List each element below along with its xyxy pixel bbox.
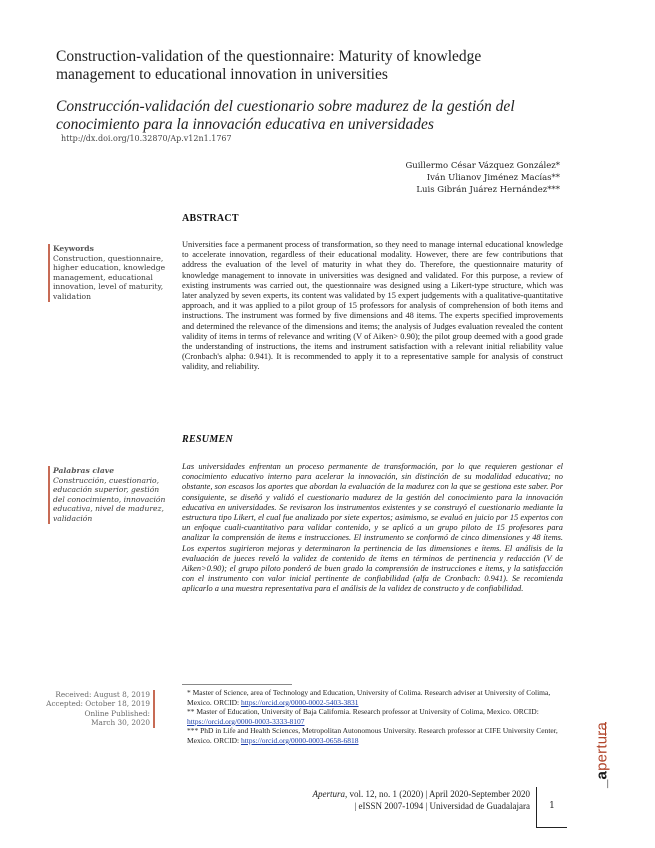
resumen-heading: RESUMEN (182, 434, 234, 445)
title-spanish: Construcción-validación del cuestionario sobre madurez de la gestión del conocimiento para la innovación educativa en universidades (56, 98, 515, 133)
accepted-date: Accepted: October 18, 2019 (46, 699, 150, 709)
keywords-text: Construction, questionnaire, higher education, knowledge management, educational innovation, level of maturity, validation (53, 253, 166, 301)
title-english: Construction-validation of the questionnaire: Maturity of knowledge management to educational innovation in universities (56, 48, 482, 83)
journal-issn: | eISSN 2007-1094 | Universidad de Guadalajara (354, 801, 530, 811)
journal-name: Apertura (312, 789, 345, 799)
footnote-item: *** PhD in Life and Health Sciences, Metropolitan Autonomous University. Research professor at CIFE University Center, Mexico. ORCID: https://orcid.org/0000-0003-0658-6818 (187, 726, 558, 745)
logo-wordmark: _apertura (593, 721, 611, 789)
author-name: Iván Ulianov Jiménez Macías** (426, 173, 560, 183)
abstract-text: Universities face a permanent process of transformation, so they need to manage internal educational knowledge to accelerate innovation, regardless of their educational modality. However, there are few contributions that address the evaluation of the level of maturity in what they do. Therefore, the questionnaire maturity of knowledge management to innovate in universities was designed and validated. For this purpose, a review of existing instruments was carried out, the questionnaire was designed using a Likert-type structure, which was later analyzed by seven experts, its content was validated by 15 expert judgements with a qualitative-quantitative approach, and it was applied to a pilot group of 15 professors for analysis of comprehension of both items and instructions. The instrument was formed by five dimensions and 48 items. The experts specified improvements and determined the relevance of the dimensions and items; the analysis of Judges evaluation revealed the content validity of items in terms of relevance and writing (V of Aiken> 0.90); the pilot group deemed with a good grade the understanding of instructions, the items and instrument satisfaction with a relevant initial reliability value (Cronbach's alpha: 0.941). It is recommended to apply it to a representative sample for analysis of construct validity, and reliability. (182, 240, 563, 372)
footnote-item: ** Master of Education, University of Baja California. Research professor at University of Colima, Mexico. ORCID: https://orcid.org/0000-0003-3333-8107 (187, 707, 539, 726)
footnote-item: * Master of Science, area of Technology and Education, University of Colima. Research adviser at University of Colima, Mexico. ORCID: https://orcid.org/0000-0002-5403-3831 (187, 688, 551, 707)
page-number: 1 (549, 801, 555, 811)
footnotes (187, 688, 573, 746)
footnote-divider (182, 684, 292, 685)
apertura-logo (588, 720, 616, 790)
published-label: Online Published: (84, 708, 150, 718)
journal-citation (240, 788, 530, 812)
received-date: Received: August 8, 2019 (55, 690, 150, 699)
palabras-clave-label: Palabras clave (53, 466, 115, 475)
abstract-heading: ABSTRACT (182, 213, 239, 224)
resumen-text: Las universidades enfrentan un proceso permanente de transformación, por lo que requieren gestionar el conocimiento educativo interno para acelerar la innovación, sin distinción de su modalidad educativa; no obstante, son escasos los aportes que abordan la evaluación de la madurez con la que se gestiona este saber. Por consiguiente, se diseñó y validó el cuestionario madurez de la gestión del conocimiento para la innovación educativa en universidades. Se revisaron los instrumentos existentes y se construyó el cuestionario mediante la estructura tipo Likert, el cual fue analizado por siete expertos; asimismo, se evaluó en juicio por 15 expertos con un enfoque cuali-cuantitativo para validar contenido, y se aplicó a un grupo piloto de 15 profesores para analizar la comprensión de ítems e instrucciones. El instrumento se conformó de cinco dimensiones y 48 ítems. Los expertos sugirieron mejoras y determinaron la pertinencia de las dimensiones e ítems. El análisis de la evaluación de jueces reveló la validez de contenido de ítems en términos de pertinencia y redacción (V de Aiken>0.90); el grupo piloto ponderó de buen grado la comprensión de instrucciones e ítems, y la satisfacción con el instrumento con valor inicial pertinente de confiabilidad (alfa de Cronbach: 0.941). Se recomienda aplicarlo a una muestra representativa para el análisis de la validez de constructo y de confiabilidad. (182, 462, 563, 594)
author-name: Guillermo César Vázquez González* (405, 161, 560, 171)
keywords-label: Keywords (53, 244, 94, 253)
orcid-link[interactable]: https://orcid.org/0000-0003-3333-8107 (187, 716, 305, 726)
publication-dates (40, 690, 155, 728)
published-date: March 30, 2020 (91, 718, 150, 728)
orcid-link[interactable]: https://orcid.org/0000-0003-0658-6818 (240, 735, 359, 745)
palabras-clave-block (48, 466, 173, 524)
page-number-box (536, 787, 567, 828)
orcid-link[interactable]: https://orcid.org/0000-0002-5403-3831 (240, 697, 359, 707)
journal-volume: , vol. 12, no. 1 (2020) | April 2020-September 2020 (344, 789, 530, 799)
keywords-block (48, 244, 173, 302)
author-list (405, 160, 560, 196)
author-name: Luis Gibrán Juárez Hernández*** (416, 185, 560, 195)
palabras-clave-text: Construcción, cuestionario, educación superior, gestión del conocimiento, innovación educativa, nivel de madurez, validación (53, 475, 166, 523)
doi-link[interactable]: http://dx.doi.org/10.32870/Ap.v12n1.1767 (61, 134, 232, 143)
